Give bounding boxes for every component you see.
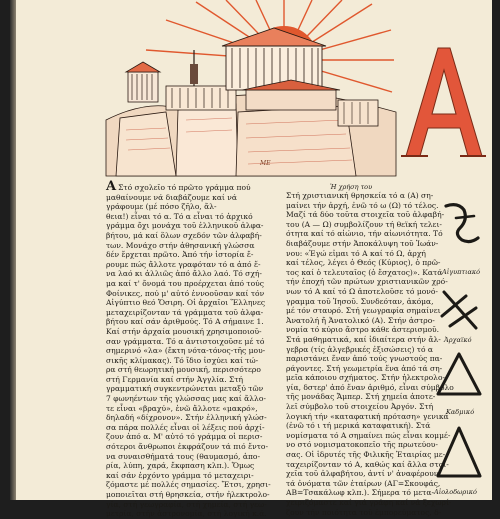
text-line: τε εἶναι «βραχύ», ἐνῶ ἄλλοτε «μακρό», (106, 403, 258, 413)
text-line: γεβρα (τίς ἀλγεβρικές ἐξισώσεις) τό α (286, 344, 434, 354)
text-line: τά ὀνόματα τῶν ἑταίρων (ΑΓ=Σκουφάς, (286, 478, 441, 488)
text-line: γία, δστερ' ἀπό ἕναν ἀριθμό, εἶναι σύμβολο (286, 382, 454, 392)
text-line: νων τό Α καί τό Ω ἀποτελοῦσε τό μονό- (286, 286, 438, 296)
text-line: μαθαίνουμε νά διαβάζουμε καί νά (106, 192, 237, 202)
text-line: γράμμα ὄχι μονάχα τοῦ ἑλληνικοῦ ἀλφα- (106, 221, 264, 231)
text-line: λογική τήν «καταφατική πρόταση» γενικά (286, 411, 449, 421)
book-page (10, 0, 492, 519)
egyptian-glyph (438, 196, 484, 248)
section-heading: Ἡ χρήση του (330, 183, 373, 191)
text-line: ταχειρίζονταν τό Α, καθώς καί ἄλλα στοι- (286, 459, 449, 469)
text-line: στή Γερμανία καί στήν Ἀγγλία. Στή (106, 374, 244, 384)
column-1-text (106, 179, 282, 519)
text-line: σαν γράμματα. Τό α ἀντιστοιχοῦσε μέ τό (106, 336, 265, 346)
text-line: Στά μαθηματικά, καί ἰδιαίτερα στήν ἄλ- (286, 334, 441, 344)
text-line: γία, στή γεωγραφία, στή χημεία, στή γεω- (106, 499, 267, 509)
text-line: γραμματική συγκεντρώνεται μεταξύ τῶν (106, 384, 264, 394)
text-line: ΑΒ=Τσακάλωφ κλπ.). Σήμερα τό μετα- (286, 488, 434, 498)
text-line: σικῆς κλίμακας). Τό ἴδιο ἰσχύει καί τώ- (106, 355, 259, 365)
text-line: γραμμα τοῦ Ἰησοῦ. Συνδεόταν, ἀκόμα, (286, 296, 434, 306)
text-line: δέν ἔρχεται πρῶτο. Ἀπό τήν ἱστορία ἔ- (106, 250, 254, 260)
text-line: Φοίνικες, πού μ' αὐτό ἐννοοῦσαν καί τόν (106, 288, 265, 298)
glyph-label: Ἀρχαϊκό (444, 336, 472, 344)
glyph-label: Αἰγυπτιακό (442, 268, 481, 276)
book-spine (10, 0, 16, 500)
text-line: τήν ἐποχή τῶν πρώτων χριστιανικῶν χρό- (286, 277, 448, 287)
text-line: μα καί τ' ὄνομά του προέρχεται ἀπό τούς (106, 278, 264, 288)
cadmean-glyph (434, 350, 484, 398)
text-line: βήτου, μά καί ὅλων σχεδόν τῶν ἀλφαβή- (106, 230, 262, 240)
text-line: Ἀνατολή ἤ Ἀνατολικό (Α). Στήν ἀστρο- (286, 315, 435, 325)
text-line: (ἐνῶ τό ι τή μερικά καταφατική). Στά (286, 421, 431, 431)
glyph-label: Καδμικό (446, 408, 475, 416)
text-line: χειριζόμαστε καί γιά γράφη καί νά ξεχωρί- (286, 498, 452, 507)
text-line: βήτου καί σάν ἀριθμούς. Τό Α σήμαινε 1. (106, 317, 264, 327)
text-line: γράφουμε (μέ πόσο ζῆλο, ἄλ- (106, 202, 217, 212)
text-line: χεῖα τοῦ ἀλφαβήτου, ἀντί ν' ἀναφέρουν (286, 469, 439, 479)
column-2-text (286, 182, 454, 517)
text-line: ρα στή θεωρητική μουσική, περισσότερο (106, 365, 261, 375)
text-line: θεια!) εἶναι τό α. Τό α εἶναι τό ἀρχικό (106, 211, 253, 221)
text-line: νο στό νομισματοκοπεῖο τῆς πρωτεύου- (286, 440, 438, 450)
aeolodoric-glyph (434, 424, 484, 482)
text-line (106, 179, 282, 194)
text-line: τος καί ὁ τελευταῖος (ὁ ἔσχατος)». Κατά (286, 267, 443, 277)
text-line: να λαό κι ἀλλιῶς ἀπό ἄλλο λαό. Τό σχή- (106, 269, 262, 279)
text-line: ζουν τήν ποιότητα τοῦ ἐμπορεύματος, δ- (286, 507, 442, 517)
text-line: νομία τό κύριο ἄστρο κάθε ἀστερισμοῦ. (286, 325, 440, 335)
text-line: ζουν ἀπό α. Μ' αὐτό τό γράμμα οἱ περισ- (106, 432, 263, 442)
drop-cap: Α (106, 179, 117, 194)
text-line: δηλαδή «δίχρονον». Στήν ἑλληνική γλώσ- (106, 413, 267, 423)
big-letter-alpha (398, 44, 488, 162)
text-line: μεῖα κάποιου σχήματος. Στήν ἠλεκτρολο- (286, 373, 446, 383)
text-line: ρουμε πώς ἄλλοτε γραφόταν τό α ἀπό ἕ- (106, 259, 261, 269)
text-line: ράγοντες. Στή γεωμετρία ἕνα ἀπό τά ση- (286, 363, 443, 373)
text-line: νου: «Ἐγώ εἰμαι τό Α καί τό Ω, ἀρχή (286, 248, 426, 258)
text-line: σότεροι ἄνθρωποι ἐκφράζουν τά πιό ἔντο- (106, 442, 269, 452)
text-line: ζόμαστε μέ πολλές σημασίες. Ἔτσι, χρησι- (106, 480, 271, 490)
text-line: τῆς μονάδας Ἄμπερ. Στή χημεία ἀποτε- (286, 392, 436, 402)
archaic-glyph (436, 286, 484, 334)
text-line: καί σάν ἑρχόντο γράμμα τό μεταχειρι- (106, 470, 254, 480)
text-line: καί τέλος, λέγει ὁ Θεός (Κύριος), ὁ πρῶ- (286, 258, 441, 268)
text-line: του (Α — Ω) συμβολίζουν τή θεϊκή τελει- (286, 219, 442, 229)
text-line: ρία, λύπη, χαρά, ἔκφπαση κλπ.). Ὅμως (106, 461, 255, 471)
text-line: Μαζί τά δύο τοῦτα στοιχεῖα τοῦ ἀλφαβή- (286, 210, 445, 220)
text-line: διαβάζουμε στήν Ἀποκάλυψη τοῦ Ἰωάν- (286, 238, 439, 248)
text-line: να συναισθήματά τους (θαυμασμό, ἀπο- (106, 451, 261, 461)
text-line: των. Μονάχο στήν ἀθησανική γλώσσα (106, 240, 255, 250)
illustrator-signature: ΜΕ (260, 160, 271, 167)
text-line: Καί στήν ἀρχαία μουσική χρησιμοποιοῦ- (106, 326, 262, 336)
text-line: Αἰγύπτιο θεό Ὄσιρη. Οἱ ἀρχαῖοι Ἕλληνες (106, 298, 266, 308)
svg-text:Α: Α (443, 161, 444, 162)
text-line: λεῖ σύμβολο τοῦ στοιχείου Ἀργόν. Στή (286, 402, 434, 412)
text-line: μετρία, στήν ἀστρονομία, στή λογική κ.ά. (106, 509, 267, 519)
text-line: ότητα καί τό αἰώνιο, τήν αἰωνιότητα. Τό (286, 229, 443, 239)
text-line: παριστάνει ἕναν ἀπό τούς γνωστούς πα- (286, 354, 443, 364)
text-line: 7 φωνηέντων τῆς γλώσσας μας καί ἄλλο- (106, 394, 266, 404)
text-line: μεταχειρίζονταν τά γράμματα τοῦ ἀλφα- (106, 307, 264, 317)
text-line: μοποιεῖται στή θρησκεία, στήν ἠλεκτρολο- (106, 490, 270, 499)
text-line: σας. Οἱ ἱδρυτές τῆς Φιλικῆς Ἑταιρίας με- (286, 450, 446, 460)
acropolis-illustration (106, 0, 396, 176)
text-line: μαίνει τήν ἀρχή, ἐνῶ τό ω (Ω) τό τέλος. (286, 200, 439, 210)
text-line: σημερινό «λα» (ἔκτη νότα-τόνος-τῆς μου- (106, 346, 266, 356)
text-line-content: Στό σχολεῖο τό πρῶτο γράμμα πού (118, 183, 251, 192)
text-line: σα πάρα πολλές εἶναι οἱ λέξεις πού ἀρχί- (106, 422, 265, 432)
glyph-label: Αἰολοδωρικό (434, 488, 477, 496)
text-line: μέ τόν σταυρό. Στή γεωγραφία σημαίνει (286, 306, 441, 316)
text-line: Στή χριστιανική θρησκεία τό α (Α) ση- (286, 191, 434, 200)
text-line: νομίσματα τό Α σημαίνει πώς εἶναι κομμέ- (286, 430, 451, 440)
